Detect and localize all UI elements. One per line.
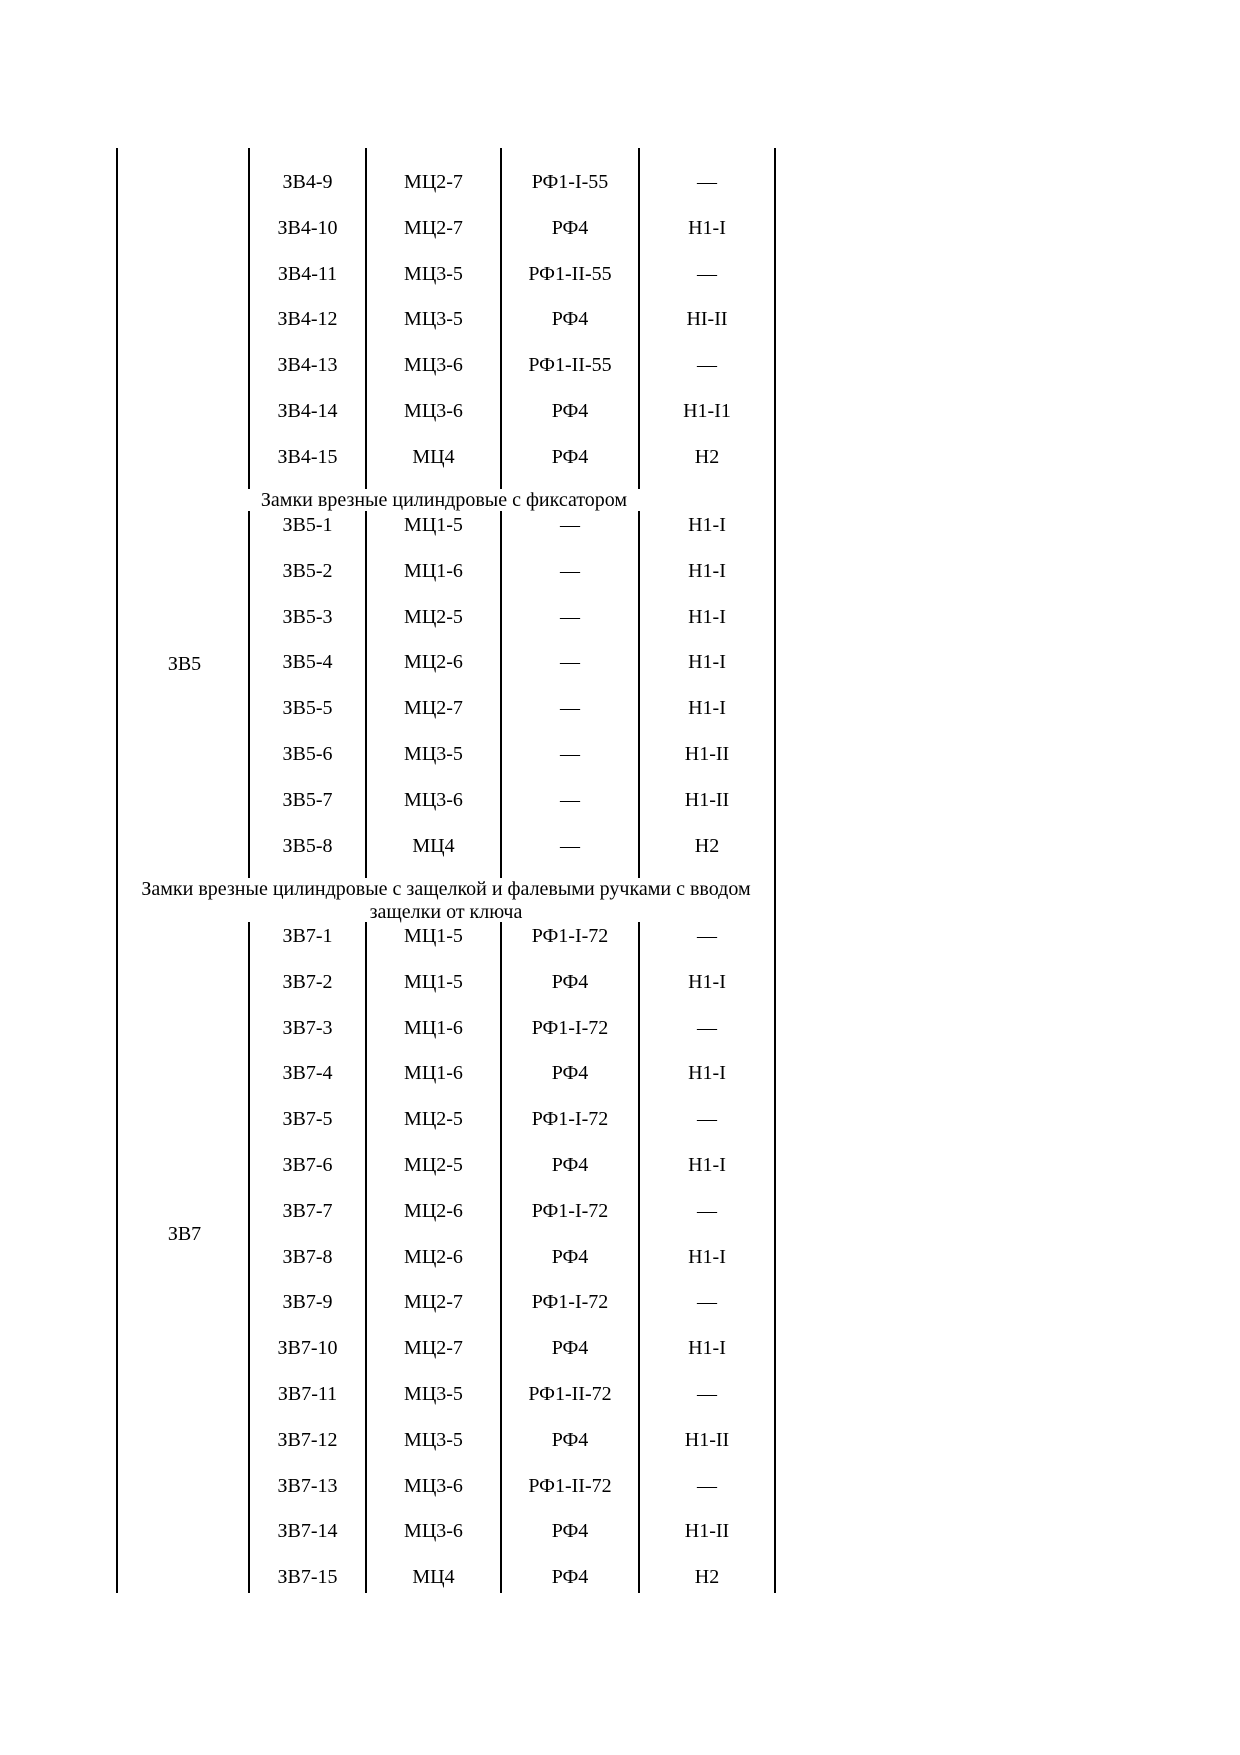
cell-cylinder-mechanism: МЦ3-6 bbox=[404, 1520, 463, 1543]
cell-cylinder-mechanism: МЦ2-6 bbox=[404, 1199, 463, 1222]
cell-handle: РФ4 bbox=[551, 400, 589, 422]
cell-handle: РФ4 bbox=[551, 445, 589, 468]
cell-designation: ЗВ5-1 bbox=[282, 514, 333, 536]
cell-designation: ЗВ4-9 bbox=[282, 171, 333, 193]
cell-cylinder-mechanism: МЦ3-6 bbox=[404, 354, 463, 377]
cell-cylinder-mechanism: МЦ1-6 bbox=[404, 1016, 463, 1039]
cell-designation: ЗВ7-5 bbox=[282, 1108, 333, 1131]
cell-handle: РФ4 bbox=[551, 1566, 589, 1589]
cell-latch: Н2 bbox=[694, 834, 720, 857]
cell-cylinder-mechanism: МЦ3-5 bbox=[404, 1428, 463, 1451]
cell-cylinder-mechanism: МЦ3-6 bbox=[404, 1474, 463, 1497]
cell-handle: РФ4 bbox=[551, 308, 589, 331]
cell-latch: — bbox=[697, 354, 717, 377]
cell-cylinder-mechanism: МЦ2-7 bbox=[404, 1291, 463, 1314]
cell-cylinder-mechanism: МЦ4 bbox=[412, 445, 455, 468]
cell-designation: ЗВ5-5 bbox=[282, 697, 333, 720]
cell-handle: РФ4 bbox=[551, 1428, 589, 1451]
cell-designation: ЗВ7-6 bbox=[282, 1154, 333, 1176]
cell-latch: НI-II bbox=[686, 308, 728, 331]
cell-latch: Н1-I bbox=[688, 514, 726, 536]
cell-latch: Н1-I bbox=[688, 605, 726, 628]
group-label: ЗВ7 bbox=[167, 1223, 202, 1245]
cell-latch: — bbox=[697, 1383, 717, 1405]
cell-handle: РФ1-I-72 bbox=[531, 1291, 609, 1314]
cell-handle: РФ1-II-72 bbox=[528, 1474, 612, 1497]
cell-designation: ЗВ5-8 bbox=[282, 834, 333, 857]
cell-handle: — bbox=[560, 834, 580, 857]
cell-designation: ЗВ4-15 bbox=[277, 445, 338, 468]
cell-designation: ЗВ4-11 bbox=[277, 262, 338, 285]
cell-cylinder-mechanism: МЦ3-5 bbox=[404, 308, 463, 331]
caption-line: защелки от ключа bbox=[369, 901, 523, 923]
cell-latch: Н1-I bbox=[688, 559, 726, 582]
cell-designation: ЗВ7-11 bbox=[277, 1383, 338, 1405]
cell-handle: — bbox=[560, 559, 580, 582]
cell-handle: РФ1-II-72 bbox=[528, 1383, 612, 1405]
cell-designation: ЗВ5-4 bbox=[282, 651, 333, 674]
cell-cylinder-mechanism: МЦ4 bbox=[412, 834, 455, 857]
table-right-border bbox=[774, 148, 776, 1593]
cell-cylinder-mechanism: МЦ2-7 bbox=[404, 1337, 463, 1360]
cell-cylinder-mechanism: МЦ2-7 bbox=[404, 216, 463, 239]
cell-cylinder-mechanism: МЦ3-5 bbox=[404, 262, 463, 285]
cell-latch: Н1-I bbox=[688, 697, 726, 720]
cell-designation: ЗВ7-13 bbox=[277, 1474, 338, 1497]
cell-cylinder-mechanism: МЦ1-5 bbox=[404, 514, 463, 536]
cell-latch: — bbox=[697, 925, 717, 947]
cell-designation: ЗВ7-4 bbox=[282, 1062, 333, 1085]
cell-cylinder-mechanism: МЦ1-6 bbox=[404, 1062, 463, 1085]
cell-designation: ЗВ7-3 bbox=[282, 1016, 333, 1039]
cell-cylinder-mechanism: МЦ1-5 bbox=[404, 925, 463, 947]
cell-latch: — bbox=[697, 1108, 717, 1131]
cell-latch: Н1-I bbox=[688, 970, 726, 993]
cell-handle: — bbox=[560, 605, 580, 628]
cell-cylinder-mechanism: МЦ1-5 bbox=[404, 970, 463, 993]
cell-latch: Н1-II bbox=[684, 1520, 730, 1543]
cell-designation: ЗВ5-7 bbox=[282, 788, 333, 811]
cell-cylinder-mechanism: МЦ2-5 bbox=[404, 1154, 463, 1176]
cell-cylinder-mechanism: МЦ3-6 bbox=[404, 400, 463, 422]
cell-handle: — bbox=[560, 514, 580, 536]
cell-latch: — bbox=[697, 1474, 717, 1497]
cell-latch: Н2 bbox=[694, 445, 720, 468]
cell-latch: — bbox=[697, 1199, 717, 1222]
cell-latch: Н1-I bbox=[688, 1245, 726, 1268]
cell-latch: Н1-I bbox=[688, 1154, 726, 1176]
cell-latch: Н2 bbox=[694, 1566, 720, 1589]
cell-cylinder-mechanism: МЦ2-6 bbox=[404, 1245, 463, 1268]
cell-designation: ЗВ7-10 bbox=[277, 1337, 338, 1360]
cell-handle: РФ1-I-72 bbox=[531, 1199, 609, 1222]
cell-latch: Н1-II bbox=[684, 788, 730, 811]
cell-handle: РФ1-I-72 bbox=[531, 1016, 609, 1039]
cell-designation: ЗВ4-14 bbox=[277, 400, 338, 422]
cell-designation: ЗВ7-12 bbox=[277, 1428, 338, 1451]
cell-handle: РФ1-I-72 bbox=[531, 1108, 609, 1131]
cell-handle: РФ4 bbox=[551, 1154, 589, 1176]
cell-designation: ЗВ7-9 bbox=[282, 1291, 333, 1314]
cell-latch: Н1-I bbox=[688, 1337, 726, 1360]
cell-cylinder-mechanism: МЦ3-5 bbox=[404, 743, 463, 765]
cell-latch: — bbox=[697, 262, 717, 285]
group-label: ЗВ5 bbox=[167, 653, 202, 675]
cell-designation: ЗВ4-12 bbox=[277, 308, 338, 331]
cell-designation: ЗВ5-6 bbox=[282, 743, 333, 765]
cell-handle: РФ4 bbox=[551, 1062, 589, 1085]
cell-handle: — bbox=[560, 743, 580, 765]
cell-designation: ЗВ5-3 bbox=[282, 605, 333, 628]
cell-cylinder-mechanism: МЦ2-7 bbox=[404, 697, 463, 720]
cell-handle: РФ4 bbox=[551, 216, 589, 239]
cell-designation: ЗВ5-2 bbox=[282, 559, 333, 582]
cell-designation: ЗВ4-13 bbox=[277, 354, 338, 377]
cell-cylinder-mechanism: МЦ4 bbox=[412, 1566, 455, 1589]
cell-latch: Н1-II bbox=[684, 1428, 730, 1451]
cell-handle: РФ1-II-55 bbox=[528, 354, 612, 377]
cell-latch: — bbox=[697, 1016, 717, 1039]
cell-latch: Н1-I bbox=[688, 216, 726, 239]
cell-designation: ЗВ7-15 bbox=[277, 1566, 338, 1589]
cell-latch: Н1-I1 bbox=[683, 400, 731, 422]
cell-designation: ЗВ7-8 bbox=[282, 1245, 333, 1268]
cell-designation: ЗВ7-7 bbox=[282, 1199, 333, 1222]
cell-cylinder-mechanism: МЦ3-5 bbox=[404, 1383, 463, 1405]
cell-handle: РФ4 bbox=[551, 970, 589, 993]
cell-latch: — bbox=[697, 1291, 717, 1314]
cell-latch: — bbox=[697, 171, 717, 193]
cell-designation: ЗВ7-2 bbox=[282, 970, 333, 993]
cell-handle: РФ1-I-55 bbox=[531, 171, 609, 193]
cell-handle: РФ1-II-55 bbox=[528, 262, 612, 285]
cell-handle: РФ4 bbox=[551, 1245, 589, 1268]
table-left-border bbox=[116, 148, 118, 1593]
cell-designation: ЗВ4-10 bbox=[277, 216, 338, 239]
cell-handle: — bbox=[560, 651, 580, 674]
cell-latch: Н1-II bbox=[684, 743, 730, 765]
cell-cylinder-mechanism: МЦ2-6 bbox=[404, 651, 463, 674]
cell-handle: — bbox=[560, 788, 580, 811]
cell-latch: Н1-I bbox=[688, 651, 726, 674]
caption-line: Замки врезные цилиндровые с защелкой и фалевыми ручками с вводом bbox=[141, 878, 751, 900]
cell-designation: ЗВ7-1 bbox=[282, 925, 333, 947]
cell-cylinder-mechanism: МЦ3-6 bbox=[404, 788, 463, 811]
cell-handle: РФ4 bbox=[551, 1520, 589, 1543]
cell-latch: Н1-I bbox=[688, 1062, 726, 1085]
cell-handle: РФ1-I-72 bbox=[531, 925, 609, 947]
cell-cylinder-mechanism: МЦ2-5 bbox=[404, 1108, 463, 1131]
cell-handle: — bbox=[560, 697, 580, 720]
cell-handle: РФ4 bbox=[551, 1337, 589, 1360]
cell-cylinder-mechanism: МЦ2-5 bbox=[404, 605, 463, 628]
cell-cylinder-mechanism: МЦ1-6 bbox=[404, 559, 463, 582]
caption-line: Замки врезные цилиндровые с фиксатором bbox=[260, 489, 628, 511]
cell-cylinder-mechanism: МЦ2-7 bbox=[404, 171, 463, 193]
cell-designation: ЗВ7-14 bbox=[277, 1520, 338, 1543]
